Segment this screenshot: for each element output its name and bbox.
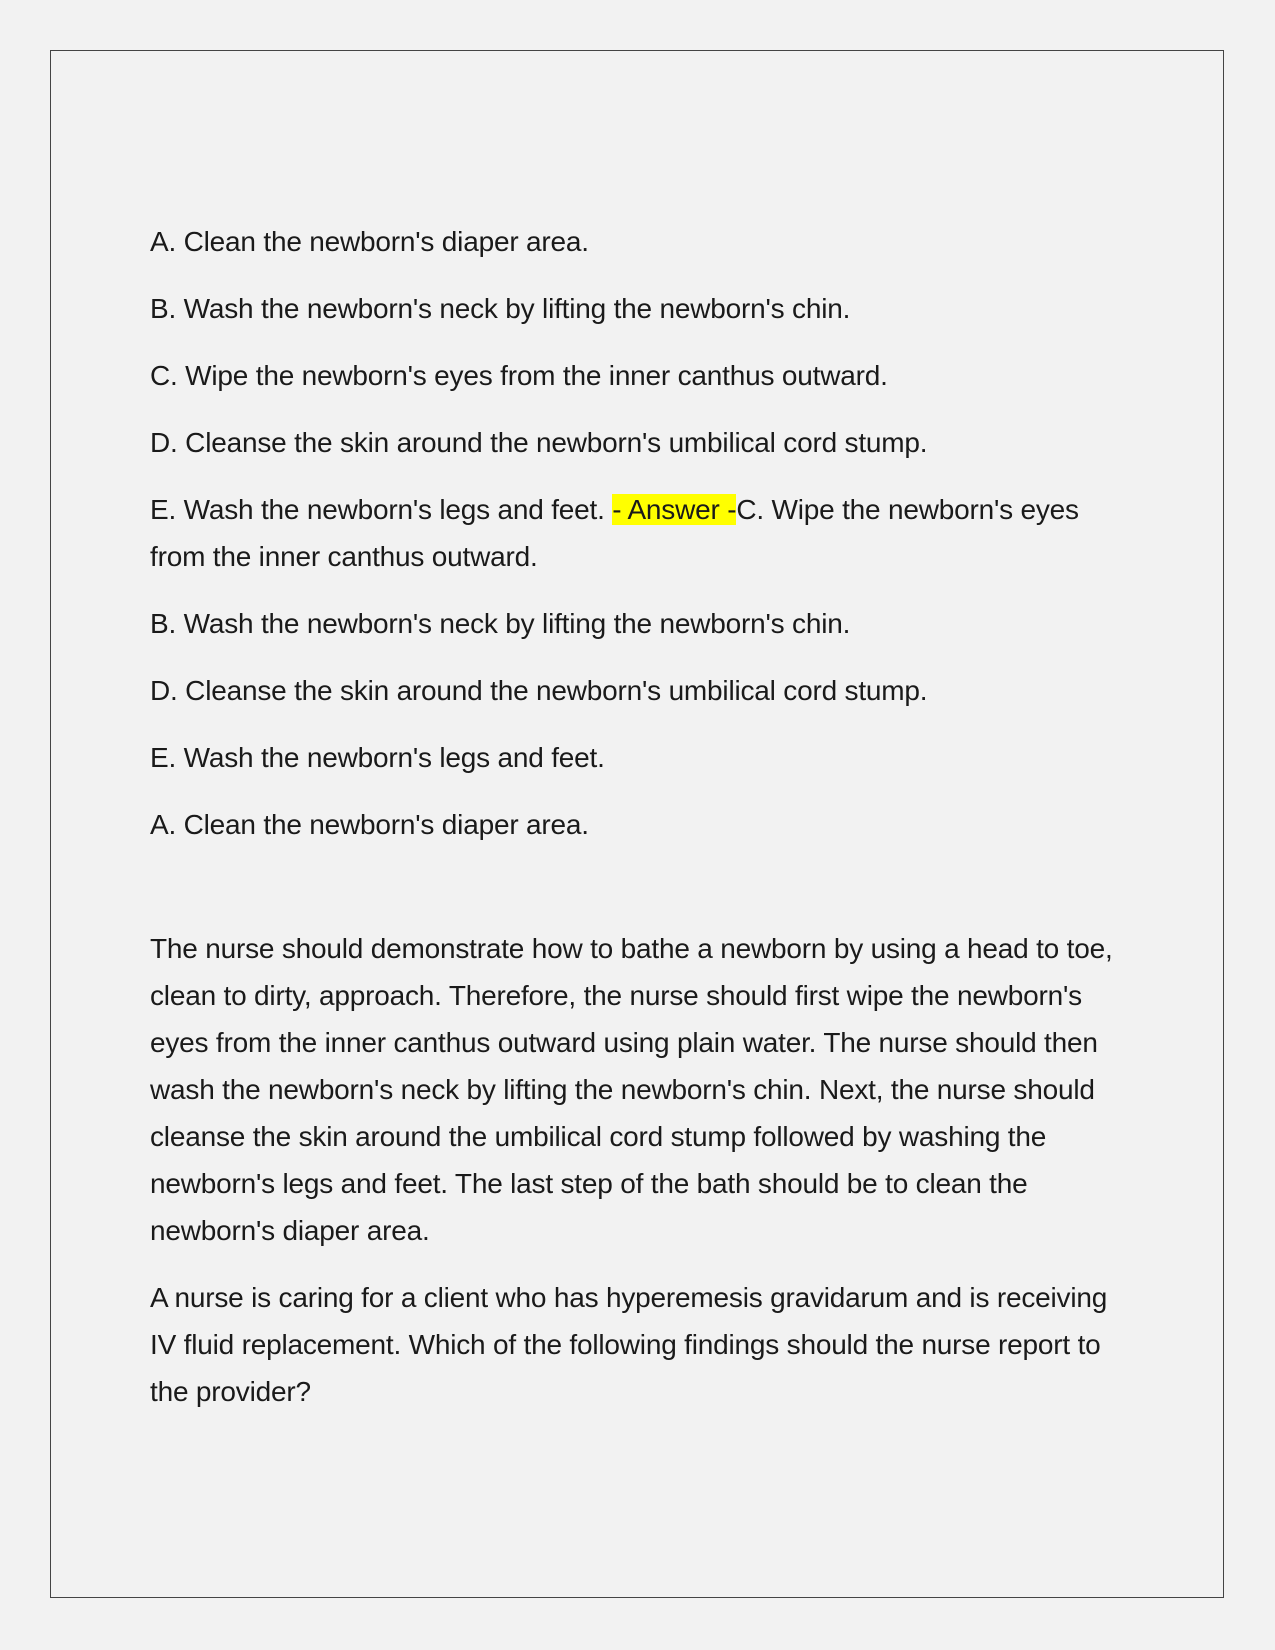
answer-option-d: D. Cleanse the skin around the newborn's umbilical cord stump.	[150, 675, 928, 706]
next-question: A nurse is caring for a client who has hyperemesis gravidarum and is receiving IV fluid replacement. Which of the following findings should the nurse report to the provider?	[150, 1282, 1108, 1407]
option-d: D. Cleanse the skin around the newborn's umbilical cord stump.	[150, 427, 928, 458]
answer-text: C. Wipe the newborn's eyes from the inner canthus outward.	[150, 494, 1079, 572]
option-e-with-answer	[150, 486, 1130, 580]
answer-option-e: E. Wash the newborn's legs and feet.	[150, 742, 605, 773]
option-c: C. Wipe the newborn's eyes from the inner canthus outward.	[150, 360, 888, 391]
page-content	[150, 218, 1130, 1435]
answer-option-b: B. Wash the newborn's neck by lifting the newborn's chin.	[150, 608, 851, 639]
option-a: A. Clean the newborn's diaper area.	[150, 226, 589, 257]
rationale-paragraph: The nurse should demonstrate how to bathe a newborn by using a head to toe, clean to dirty, approach. Therefore, the nurse should first wipe the newborn's eyes from the inner canthus outward using plain water. The nurse should then wash the newborn's neck by lifting the newborn's chin. Next, the nurse should cleanse the skin around the umbilical cord stump followed by washing the newborn's legs and feet. The last step of the bath should be to clean the newborn's diaper area.	[150, 933, 1113, 1246]
answer-option-a: A. Clean the newborn's diaper area.	[150, 809, 589, 840]
answer-label-highlight: - Answer -	[612, 494, 737, 525]
option-e-text: E. Wash the newborn's legs and feet.	[150, 494, 613, 525]
option-b: B. Wash the newborn's neck by lifting the newborn's chin.	[150, 293, 851, 324]
